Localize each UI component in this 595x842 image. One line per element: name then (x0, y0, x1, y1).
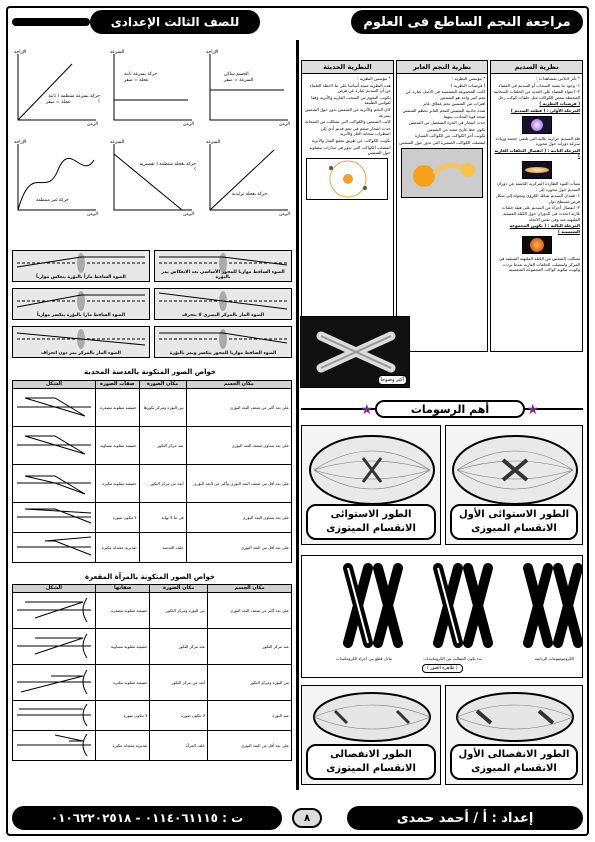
passing-star-diagram (402, 148, 482, 198)
graph-label: السرعة = صفر (224, 78, 254, 83)
lens-diagram-6 (12, 326, 150, 358)
chromosome-caption: تبادل قطع بين أجزاء الكروماتيدات (335, 656, 392, 661)
concave-mirror-table (12, 584, 292, 761)
table-header: مكان الجسم (208, 585, 292, 593)
theory-point: ( فرضيات النظرية ) (450, 82, 486, 88)
theories-section (301, 60, 583, 352)
table-header: الشكل (13, 585, 96, 593)
graph-1 (204, 50, 292, 132)
theory-title: نظرية السديم (491, 61, 582, 74)
lens-caption: الضوء الساقط مارا بالبؤرة ينكسر موازياً (36, 313, 126, 318)
theory-point: ١- وجود ما يشبه السحاب أو السديم فى الفضاء (498, 82, 580, 88)
star-icon: ★ (526, 402, 539, 418)
ray-diagram (15, 392, 93, 422)
graph-axis-label: الإزاحة (14, 50, 27, 55)
lens-caption: الضوء الساقط ماراً بالبؤرة ينعكس موازياً (36, 275, 126, 280)
graph-axis-label: الزمن (87, 122, 98, 127)
theory-point: كان النجم والأتربة من الشمس تدور حول الشمس بسرعة (304, 106, 391, 118)
nebula-image (522, 116, 552, 134)
table-row: على بعد يساوى البعد البؤرى فى ما لا نهاية لا تتكون صورة (13, 503, 292, 533)
graph-axis-label: السرعة (110, 140, 125, 145)
sun-image (522, 236, 552, 254)
graph-5 (108, 140, 196, 222)
stage-title: المرحلة الثانية : ( انفصال الحلقات الغازية ) (494, 147, 580, 159)
lens-ray-diagrams (12, 250, 292, 362)
stage-title: المرحلة الثالثة : ( تكوين المجموعة الشمسية ) (509, 223, 580, 234)
stage-title: المرحلة الأولى : ( قطعة السديم ) (510, 107, 580, 113)
graph-label: حركة بعجلة تزايدية (232, 192, 268, 197)
meiosis-metaphase-box (445, 425, 583, 545)
phase-label: الطور الانفصالى الأول الانقسام الميوزى (450, 744, 578, 780)
header-ornament (12, 18, 90, 26)
stage-text: نشأت القوة الطاردة المركزية الناشئة عن دوران السديم حول محوره إلى : (497, 180, 580, 192)
lens-caption: الضوء الساقط موازيا للمحور الأساسى بعد الانعكاس يمر بالبؤرة (161, 270, 285, 280)
chromosome-photo (300, 316, 410, 388)
table-row: على بعد أقل من ضعف البعد البؤرى وأكبر من البعد البؤرى أبعد من مركز التكور حقيقية مقلوبة مكبرة (13, 465, 292, 503)
theory-point: شدة جاذبية الشمس للنجم العابر تحطم الشمس نتيجة قوة التجاذب بينهما (402, 107, 486, 119)
chromosome-caption: الكروموسومات الرباعية (534, 656, 574, 661)
ray-diagram (15, 596, 93, 624)
column-divider (296, 40, 299, 790)
lens-diagram-5 (154, 326, 292, 358)
graph-axis-label: السرعة (206, 140, 221, 145)
table1-title: خواص الصور المتكونة بالعدسة المحدبة (84, 368, 216, 376)
table-row: بين البؤرة ومركز التكور أبعد من مركز التكور حقيقية مقلوبة مكبرة (13, 665, 292, 701)
table-row: على بعد أكبر من ضعف البعد البؤرى بين البؤرة ومركز التكور حقيقية مقلوبة مصغرة (13, 593, 292, 629)
lens-diagram-4 (12, 288, 150, 320)
photo-caption: أكثر وضوحا (378, 375, 407, 385)
table-header: صفاتها (96, 585, 150, 593)
theory-author: * مؤسس النظرية : (357, 76, 391, 81)
theory-title: نظرية النجم العابر (397, 61, 488, 74)
ray-diagram (15, 703, 93, 727)
star-icon: ★ (360, 402, 373, 418)
phone-numbers: ت : ٠١١٤٠٦١١١٥ - ٠١٠٦٢٢٠٢٥١٨ (12, 806, 282, 830)
ray-diagram (15, 430, 93, 460)
table-header: مكان الصورة (150, 585, 208, 593)
theory-point: كانت الشمس والكواكب التى تشكلت من السحابة (305, 119, 391, 125)
meiosis-anaphase-box (445, 685, 583, 785)
page-title: مراجعة النجم الساطع فى العلوم (351, 10, 583, 34)
passing-star-image (401, 148, 483, 198)
ray-diagram (15, 535, 93, 559)
theory-author: * تأثر لابلاس بمشاهدات : (535, 76, 580, 81)
graph-2 (108, 50, 196, 132)
modern-theory-image (306, 158, 388, 200)
theory-point: انفصلت الكواكب التى تدور فى مدارات بيضاوية حول الشمس (309, 144, 391, 156)
table-header: مكان الجسم (186, 381, 291, 389)
theory-point: انفصلت الكواكب الصغيرة التى تدور حول الشمس (399, 139, 486, 145)
graph-axis-label: الزمن (183, 212, 194, 217)
theory-passing-star (396, 60, 489, 352)
graph-axis-label: الزمن (279, 212, 290, 217)
phase-label: الطور الاستوائى الانقسام الميتوزى (306, 504, 436, 540)
page-number: ٨ (292, 808, 322, 828)
stage-text: تشكلت الشمس من الكتلة الملتهبة المتبقية فى المركز وانفصلت الحلقات الغازية بعدما بردت وكونت مكونة كواكب المجموعة الشمسية (498, 256, 580, 273)
graph-label: عجلة = صفر (124, 78, 149, 83)
lens-diagram-2 (12, 250, 150, 282)
table-row: عند البؤرة لا تتكون صورة لا تتكون صورة (13, 701, 292, 731)
motion-graphs (12, 40, 292, 230)
grade-label: للصف الثالث الإعدادى (90, 10, 260, 34)
graph-4 (204, 140, 292, 222)
stage-point: ١- فقدان السديم شكله الكروى وتحوله إلى شكل قرص مسطح دوار (495, 193, 580, 204)
theory-point: اقتراب من الشمس نجم عملاق عابر (422, 101, 486, 107)
chromosome-crossing-diagram (303, 558, 583, 658)
graph-label: حركة بعجلة منتظمة ( تقصيرية ) (139, 162, 196, 172)
graph-3 (12, 50, 100, 132)
theory-point: تكون خط غازى ممتد من الشمس (427, 126, 486, 132)
theory-modern (301, 60, 394, 352)
meiosis-metaphase-diagram (447, 430, 583, 510)
theory-point: تكونت أخر الكواكب من الكواكب السيارة (414, 133, 486, 139)
graph-label: حركة بسرعة ثابتة (124, 72, 158, 77)
theory-point: حدث انفجار فى الجزء المنفصل من الشمس (408, 120, 486, 126)
lens-caption: الضوء المار بالمركز البصرى لا ينحرف (181, 313, 265, 318)
ray-diagram (15, 733, 93, 757)
ray-diagram (15, 632, 93, 660)
table-row: على بعد يساوى ضعف البعد البؤرى عند مركز التكور حقيقية مقلوبة مساوية (13, 427, 292, 465)
meiosis-anaphase-diagram (447, 689, 583, 745)
table-header: صفات الصورة (96, 381, 140, 389)
graph-label: حركة غير منتظمة (36, 198, 69, 203)
author-credit: إعداد : أ / أحمد حمدى (347, 806, 583, 830)
graph-axis-label: السرعة (110, 50, 125, 55)
table-row: على بعد أقل من البعد البؤرى خلف العدسة تقديرية معتدلة مكبرة (13, 533, 292, 563)
graph-axis-label: الزمن (279, 122, 290, 127)
graph-axis-label: الإزاحة (14, 140, 27, 145)
ray-diagram (15, 668, 93, 696)
stage-text: قلة السديم حرارته عالية التى تلتقى حجمه وزيادة سرعة دورانه حول محوره (495, 135, 580, 147)
crossing-over-note: ( ظاهرة العبور ) (422, 664, 463, 673)
table-row: على بعد أكبر من ضعف البعد البؤرى بين البؤرة ومركز تكورها حقيقية مقلوبة مصغرة (13, 389, 292, 427)
graph-label: الجسم ساكن (224, 72, 249, 77)
table2-title: خواص الصور المتكونة بالمرآة المقعرة (85, 573, 215, 581)
graph-axis-label: الزمن (183, 122, 194, 127)
stage-point: ٢- انفصال أجزاء من السديم على هيئة حلقات غازية اتخذت فى الدوران حول الكتلة المتبقية الملتهبة منه وفى نفس الاتجاه (501, 205, 580, 222)
theory-point: ٢- احتواء الفضاء على العديد من الحلقات السحابية المحيطة ببعض الكواكب مثل حلقات كوكب زحل (493, 89, 580, 100)
lens-diagram-1 (154, 250, 292, 282)
theory-subtitle: ( فرضيات النظرية ) (539, 101, 580, 107)
lens-diagram-3 (154, 288, 292, 320)
theory-point: تكونت الكواكب عن طريق تجمع الغبار والأتربة (311, 137, 391, 143)
phase-label: الطور الاستوائى الأول الانقسام الميوزى (450, 504, 578, 540)
theory-point: هذه النظرية مبنية أساسا على ما لاحظه العلماء من أن السديم عبارة عن قرص (309, 82, 391, 94)
lens-caption: الضوء المار بالمركز يمر دون انحراف (41, 351, 121, 356)
graph-axis-label: الزمن (87, 212, 98, 217)
phase-label: الطور الانفصالى الانقسام الميتوزى (306, 744, 436, 780)
chromosome-crossing-strip (301, 555, 583, 678)
theory-nebula (490, 60, 583, 352)
disc-image (522, 161, 552, 179)
table-row: على بعد أقل من البعد البؤرى خلف المرآة تقديرية معتدلة مكبرة (13, 731, 292, 761)
important-diagrams-banner: أهم الرسومات (375, 400, 525, 418)
theory-point: كانت المجموعة الشمسية فى الأصل عبارة عن نجم كبير واحد هو الشمس (405, 89, 486, 100)
graph-axis-label: الإزاحة (206, 50, 219, 55)
table-row: عند مركز التكور عند مركز التكور حقيقية مقلوبة مساوية (13, 629, 292, 665)
lens-caption: الضوء الساقط موازيا للمحور ينكسر ويمر بالبؤرة (169, 351, 277, 356)
theory-point: تكونت النجوم من السحب الغازية والأتربة وفقا لقوانين الطبيعة (311, 94, 391, 106)
mitosis-metaphase-box (301, 425, 441, 545)
theory-point: حدث انفجار ضخم فى نجم قديم أدى إلى اضطراب سحابة الغاز والأتربة (320, 125, 391, 137)
mitosis-anaphase-diagram (303, 689, 441, 745)
table-header: الشكل (13, 381, 96, 389)
graph-label: حركة بسرعة منتظمة ( ثابتة ) (48, 94, 100, 104)
chromosome-caption: بدء تكون التصالب بين الكروماتيدات (423, 656, 482, 661)
graph-label: عجلة = صفر (46, 100, 71, 105)
table-header: مكان الصورة (139, 381, 186, 389)
theory-author: * مؤسس النظرية : (451, 76, 486, 81)
mitosis-metaphase-diagram (303, 430, 441, 510)
mitosis-anaphase-box (301, 685, 441, 785)
theory-title: النظرية الحديثة (302, 61, 393, 74)
ray-diagram (15, 505, 93, 529)
graph-6 (12, 140, 100, 222)
convex-lens-table (12, 380, 292, 563)
ray-diagram (15, 468, 93, 498)
